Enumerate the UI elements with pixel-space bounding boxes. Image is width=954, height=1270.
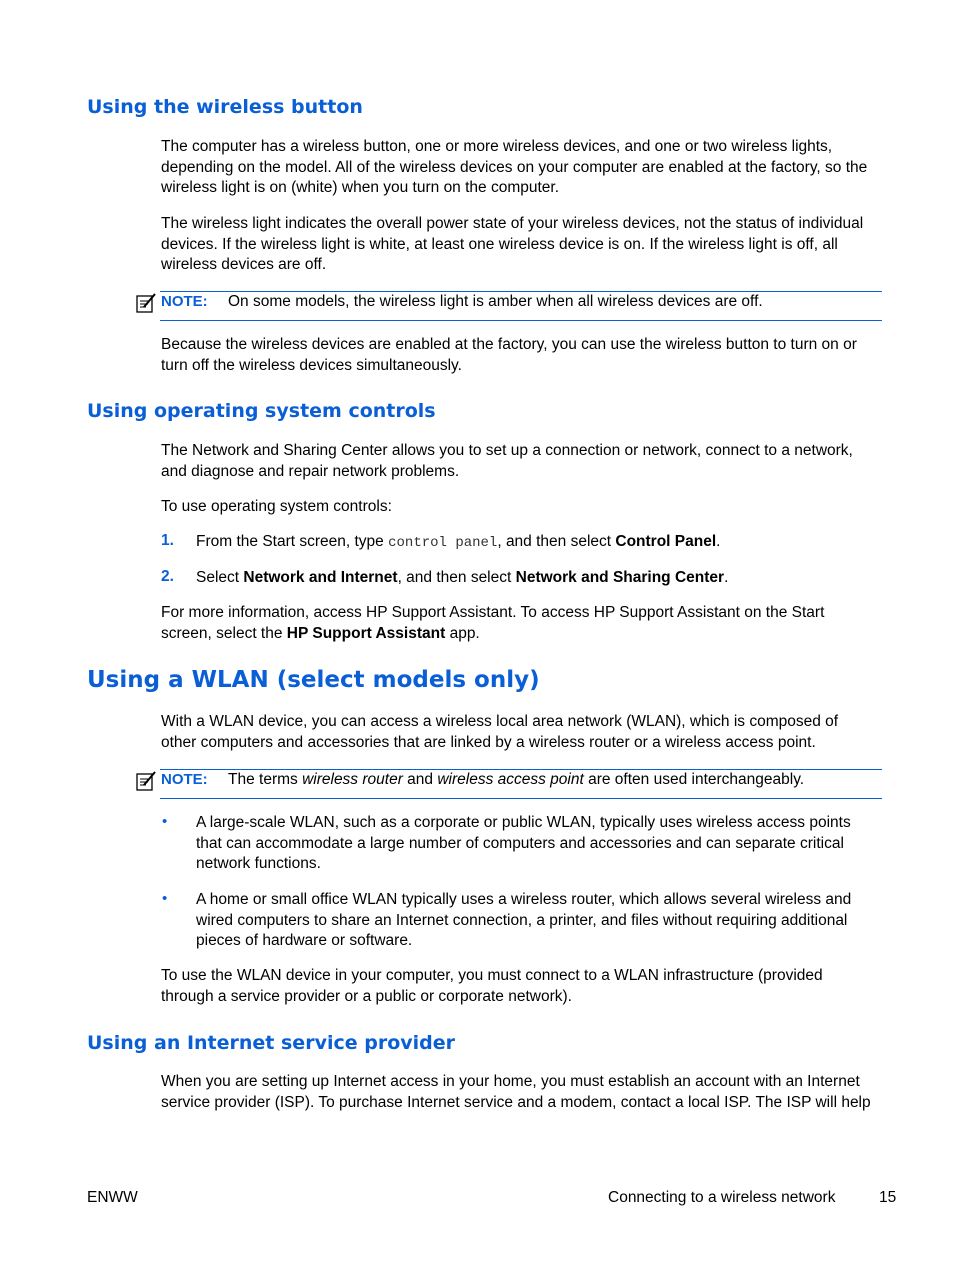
code-text: control panel: [388, 535, 498, 551]
paragraph: The Network and Sharing Center allows you to set up a connection or network, connect to a network, and diagnose and repair network problems.: [161, 442, 853, 480]
paragraph: The computer has a wireless button, one or more wireless devices, and one or two wireless lights, depending on the model. All of the wireless devices on your computer are enabled at the factory, so the wireless light is on (white) when you turn on the computer.: [161, 138, 868, 197]
page-number: 15: [879, 1189, 897, 1206]
bullet-icon: •: [162, 890, 168, 907]
note-text: The terms wireless router and wireless access point are often used interchangeably.: [228, 771, 805, 788]
step-1: From the Start screen, type control panel, and then select Control Panel.: [196, 533, 721, 551]
note-box: [160, 291, 882, 321]
paragraph: To use the WLAN device in your computer, you must connect to a WLAN infrastructure (provided through a service provider or a public or corporate network).: [161, 967, 823, 1005]
list-item: A large-scale WLAN, such as a corporate or public WLAN, typically uses wireless access points that can accommodate a large number of computers and accessories and can separate critical network functions.: [196, 814, 851, 873]
paragraph: To use operating system controls:: [161, 498, 392, 515]
heading-isp: Using an Internet service provider: [87, 1032, 456, 1054]
footer-left: ENWW: [87, 1189, 138, 1206]
list-item: A home or small office WLAN typically uses a wireless router, which allows several wireless and wired computers to share an Internet connection, a printer, and files without requiring additional pieces of hardware or software.: [196, 891, 852, 950]
bullet-icon: •: [162, 813, 168, 830]
paragraph: Because the wireless devices are enabled at the factory, you can use the wireless button to turn on or turn off the wireless devices simultaneously.: [161, 336, 857, 374]
step-number: 2.: [161, 568, 174, 585]
note-pencil-icon: [135, 292, 157, 314]
heading-os-controls: Using operating system controls: [87, 400, 436, 422]
note-label: NOTE:: [161, 293, 208, 310]
note-pencil-icon: [135, 770, 157, 792]
note-box: [160, 769, 882, 799]
paragraph: When you are setting up Internet access in your home, you must establish an account with an Internet service provider (ISP). To purchase Internet service and a modem, contact a local ISP. The ISP will help: [161, 1073, 871, 1111]
paragraph: For more information, access HP Support Assistant. To access HP Support Assistant on the Start screen, select the HP Support Assistant app.: [161, 604, 825, 642]
footer-section-title: Connecting to a wireless network: [608, 1189, 836, 1206]
heading-wireless-button: Using the wireless button: [87, 96, 363, 118]
paragraph: With a WLAN device, you can access a wireless local area network (WLAN), which is composed of other computers and accessories that are linked by a wireless router or a wireless access point.: [161, 713, 839, 751]
heading-wlan: Using a WLAN (select models only): [87, 667, 540, 693]
note-text: On some models, the wireless light is amber when all wireless devices are off.: [228, 293, 763, 310]
step-number: 1.: [161, 532, 174, 549]
paragraph: The wireless light indicates the overall power state of your wireless devices, not the status of individual devices. If the wireless light is white, at least one wireless device is on. If the wireless light is off, all wireless devices are off.: [161, 215, 864, 274]
step-2: Select Network and Internet, and then select Network and Sharing Center.: [196, 569, 729, 586]
note-label: NOTE:: [161, 771, 208, 788]
